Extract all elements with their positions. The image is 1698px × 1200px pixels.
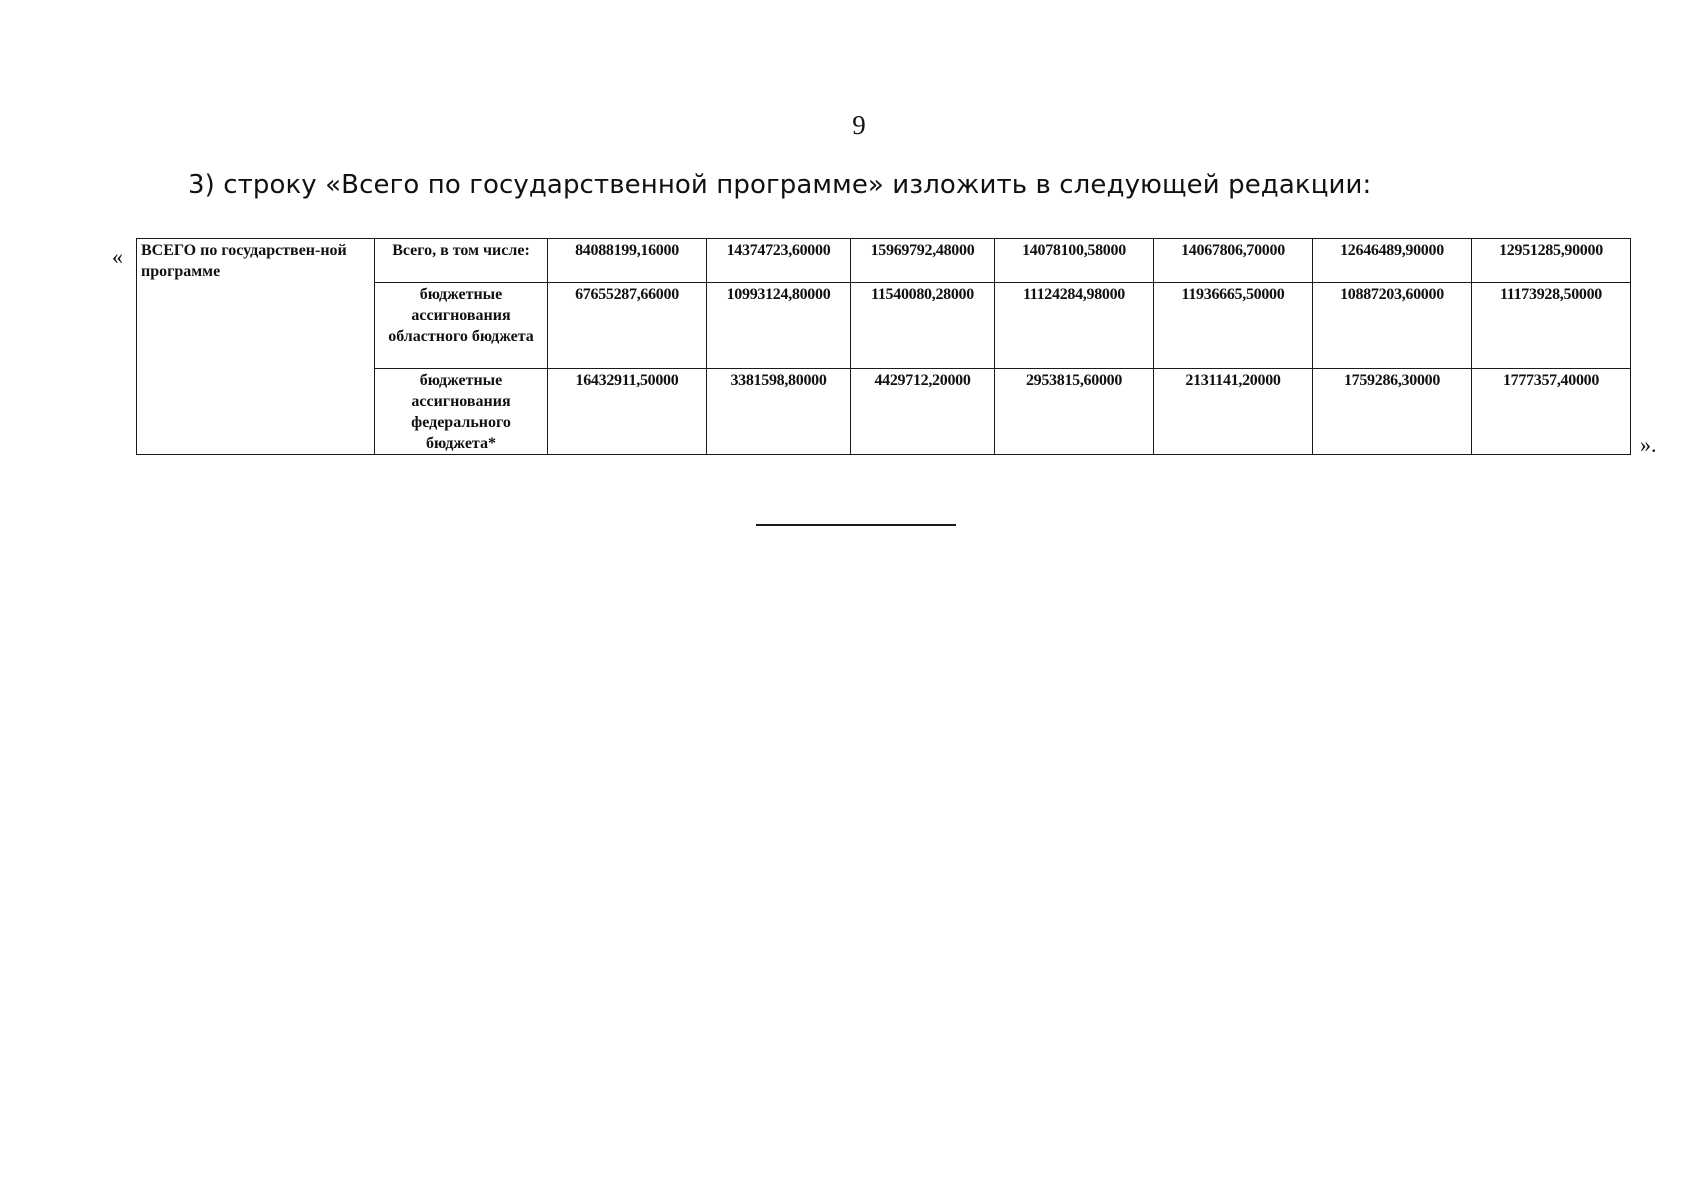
amount-cell: 10887203,60000 xyxy=(1313,283,1472,369)
amount-cell: 11124284,98000 xyxy=(995,283,1154,369)
amount-cell: 11540080,28000 xyxy=(851,283,995,369)
amount-cell: 84088199,16000 xyxy=(548,239,707,283)
amount-cell: 10993124,80000 xyxy=(707,283,851,369)
amount-cell: 14078100,58000 xyxy=(995,239,1154,283)
opening-quote: « xyxy=(112,244,123,269)
amount-cell: 2131141,20000 xyxy=(1154,369,1313,455)
program-name-cell: ВСЕГО по государствен-ной программе xyxy=(137,239,375,455)
amount-cell: 12646489,90000 xyxy=(1313,239,1472,283)
amount-cell: 1759286,30000 xyxy=(1313,369,1472,455)
category-cell: Всего, в том числе: xyxy=(375,239,548,283)
category-cell: бюджетные ассигнования федерального бюджета* xyxy=(375,369,548,455)
amount-cell: 2953815,60000 xyxy=(995,369,1154,455)
program-total-table xyxy=(136,238,1631,455)
table-row-total xyxy=(137,239,1631,283)
amount-cell: 11173928,50000 xyxy=(1472,283,1631,369)
closing-quote: ». xyxy=(1640,432,1657,457)
amount-cell: 3381598,80000 xyxy=(707,369,851,455)
page-number: 9 xyxy=(852,110,866,140)
end-separator-line xyxy=(756,524,956,526)
amount-cell: 1777357,40000 xyxy=(1472,369,1631,455)
category-cell: бюджетные ассигнования областного бюджета xyxy=(375,283,548,369)
amount-cell: 14374723,60000 xyxy=(707,239,851,283)
amendment-instruction: 3) строку «Всего по государственной программе» изложить в следующей редакции: xyxy=(188,170,1372,200)
amount-cell: 67655287,66000 xyxy=(548,283,707,369)
amount-cell: 12951285,90000 xyxy=(1472,239,1631,283)
amount-cell: 4429712,20000 xyxy=(851,369,995,455)
amount-cell: 16432911,50000 xyxy=(548,369,707,455)
amount-cell: 15969792,48000 xyxy=(851,239,995,283)
amount-cell: 14067806,70000 xyxy=(1154,239,1313,283)
amount-cell: 11936665,50000 xyxy=(1154,283,1313,369)
